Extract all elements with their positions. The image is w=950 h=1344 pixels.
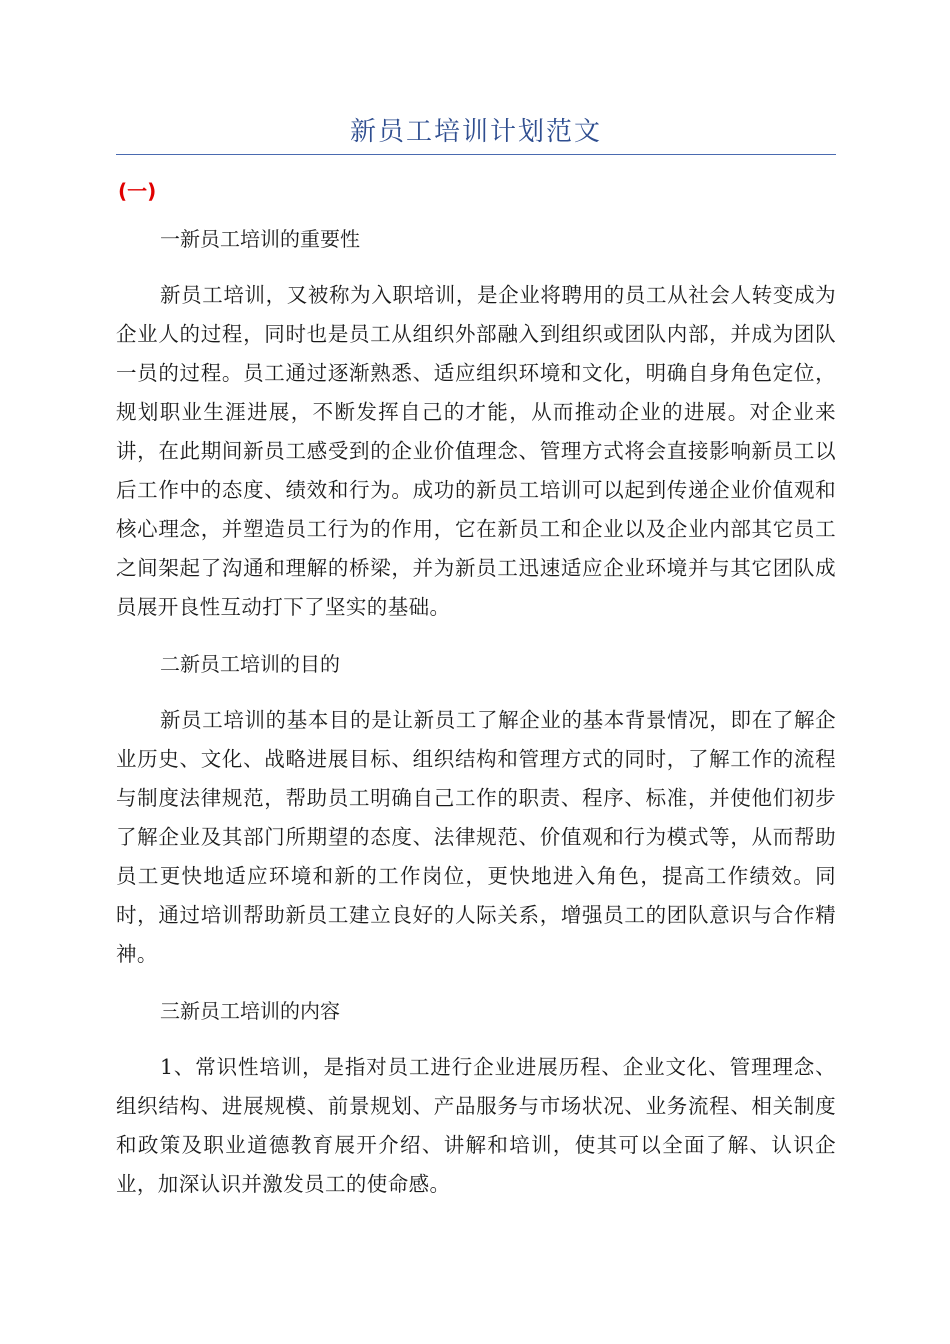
- document-body: [116, 220, 836, 1222]
- body-paragraph: 1、常识性培训，是指对员工进行企业进展历程、企业文化、管理理念、组织结构、进展规模、前景规划、产品服务与市场状况、业务流程、相关制度和政策及职业道德教育展开介绍、讲解和培训，使其可以全面了解、认识企业，加深认识并激发员工的使命感。: [116, 1055, 836, 1196]
- section-marker: (一): [118, 179, 157, 203]
- body-paragraph: 新员工培训的基本目的是让新员工了解企业的基本背景情况，即在了解企业历史、文化、战略进展目标、组织结构和管理方式的同时，了解工作的流程与制度法律规范，帮助员工明确自己工作的职责、程序、标准，并使他们初步了解企业及其部门所期望的态度、法律规范、价值观和行为模式等，从而帮助员工更快地适应环境和新的工作岗位，更快地进入角色，提高工作绩效。同时，通过培训帮助新员工建立良好的人际关系，增强员工的团队意识与合作精神。: [116, 708, 836, 966]
- body-paragraph: 新员工培训，又被称为入职培训，是企业将聘用的员工从社会人转变成为企业人的过程，同时也是员工从组织外部融入到组织或团队内部，并成为团队一员的过程。员工通过逐渐熟悉、适应组织环境和文化，明确自身角色定位，规划职业生涯进展，不断发挥自己的才能，从而推动企业的进展。对企业来讲，在此期间新员工感受到的企业价值理念、管理方式将会直接影响新员工以后工作中的态度、绩效和行为。成功的新员工培训可以起到传递企业价值观和核心理念，并塑造员工行为的作用，它在新员工和企业以及企业内部其它员工之间架起了沟通和理解的桥梁，并为新员工迅速适应企业环境并与其它团队成员展开良性互动打下了坚实的基础。: [116, 283, 836, 619]
- section-heading: 一新员工培训的重要性: [160, 227, 360, 251]
- title-underline: [116, 154, 836, 155]
- document-page: [116, 0, 836, 1344]
- document-title: 新员工培训计划范文: [349, 117, 602, 147]
- section-heading: 三新员工培训的内容: [160, 999, 340, 1023]
- section-heading: 二新员工培训的目的: [160, 652, 340, 676]
